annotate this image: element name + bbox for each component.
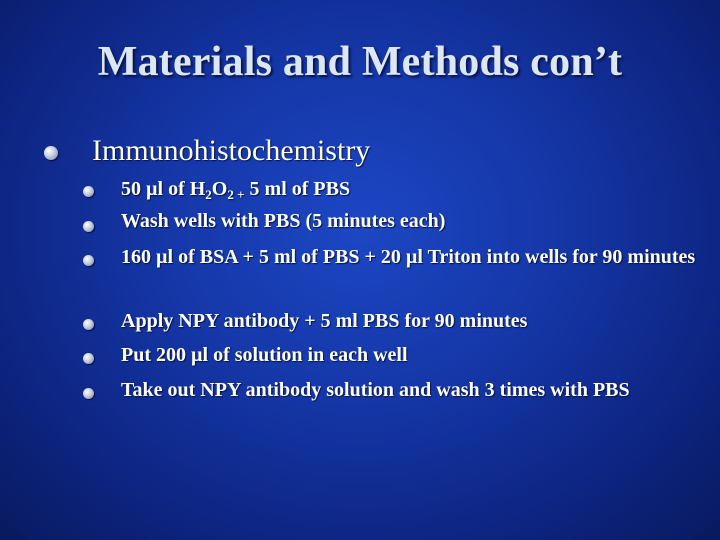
step-item [121,175,701,204]
step-item: Take out NPY antibody solution and wash 3 times with PBS [121,379,630,401]
step-text: O [211,178,228,200]
step-item: Wash wells with PBS (5 minutes each) [121,210,446,232]
bullet-dot-icon [83,221,94,232]
slide-title: Materials and Methods con’t [97,39,623,85]
step-text: 50 µl of H [121,178,206,200]
step-item: Put 200 µl of solution in each well [121,344,408,366]
subscript: 2 [205,187,212,202]
step-item: 160 µl of BSA + 5 ml of PBS + 20 µl Triton into wells for 90 minutes [121,246,696,268]
bullet-dot-icon [44,146,58,160]
step-text: 5 ml of PBS [244,178,351,200]
section-heading: Immunohistochemistry [92,134,371,167]
bullet-dot-icon [83,353,94,364]
bullet-dot-icon [83,388,94,399]
bullet-dot-icon [83,255,94,266]
bullet-dot-icon [83,319,94,330]
subscript: 2 + [227,187,245,202]
bullet-dot-icon [83,186,94,197]
step-item: Apply NPY antibody + 5 ml PBS for 90 minutes [121,310,528,332]
